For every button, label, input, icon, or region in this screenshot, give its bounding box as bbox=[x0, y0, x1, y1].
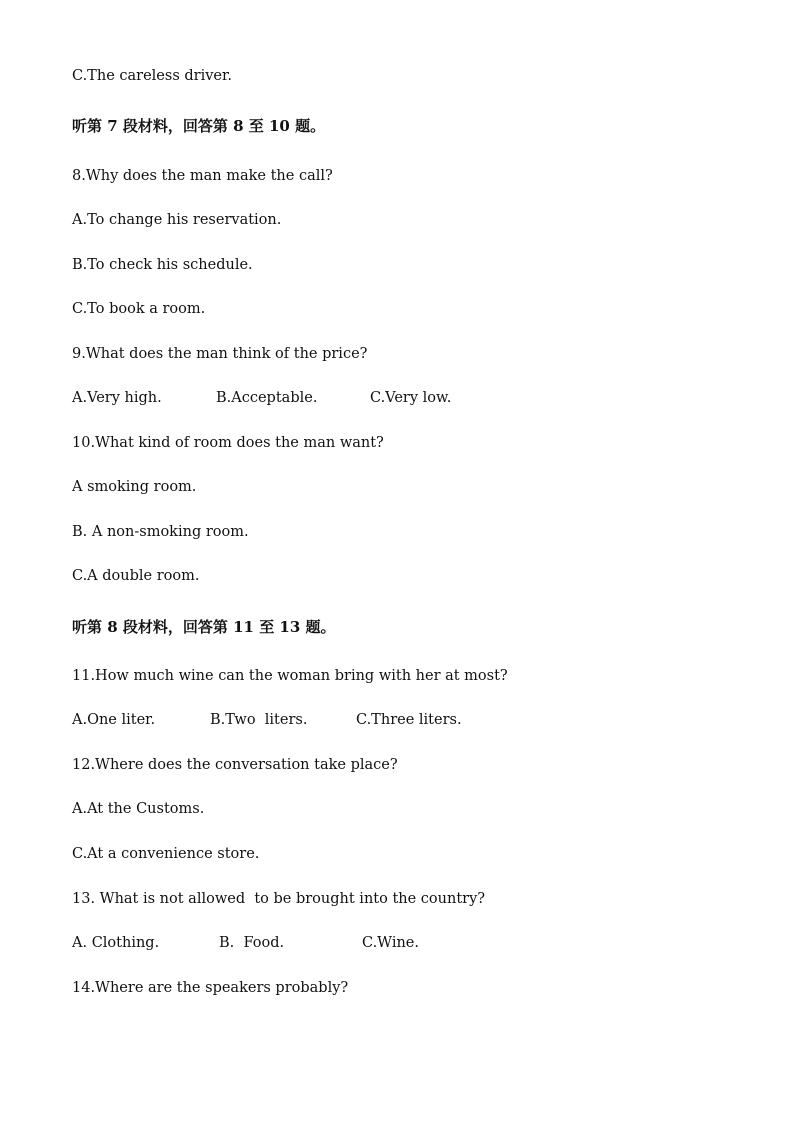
q7-option-c: C.The careless driver. bbox=[72, 68, 232, 84]
q8-option-a: A.To change his reservation. bbox=[72, 212, 282, 228]
question-14: 14.Where are the speakers probably? bbox=[72, 980, 349, 996]
q12-option-c: C.At a convenience store. bbox=[72, 846, 260, 862]
question-10: 10.What kind of room does the man want? bbox=[72, 435, 384, 451]
q11-option-b: B.Two liters. bbox=[210, 712, 308, 728]
q10-option-c: C.A double room. bbox=[72, 568, 200, 584]
q8-option-b: B.To check his schedule. bbox=[72, 257, 253, 273]
question-13: 13. What is not allowed to be brought into the country? bbox=[72, 891, 486, 907]
section-heading-8: 听第 8 段材料，回答第 11 至 13 题。 bbox=[72, 618, 336, 636]
q9-option-c: C.Very low. bbox=[370, 390, 452, 406]
q13-option-c: C.Wine. bbox=[362, 935, 420, 951]
q13-option-b: B. Food. bbox=[219, 935, 285, 951]
q13-option-a: A. Clothing. bbox=[72, 935, 160, 951]
q12-option-a: A.At the Customs. bbox=[72, 801, 205, 817]
question-8: 8.Why does the man make the call? bbox=[72, 168, 333, 184]
q11-option-c: C.Three liters. bbox=[356, 712, 462, 728]
q10-option-b: B. A non-smoking room. bbox=[72, 524, 249, 540]
q8-option-c: C.To book a room. bbox=[72, 301, 206, 317]
q10-option-a: A smoking room. bbox=[72, 479, 197, 495]
section-heading-7: 听第 7 段材料，回答第 8 至 10 题。 bbox=[72, 117, 326, 135]
q11-option-a: A.One liter. bbox=[72, 712, 156, 728]
q9-option-a: A.Very high. bbox=[72, 390, 162, 406]
q9-option-b: B.Acceptable. bbox=[216, 390, 318, 406]
question-9: 9.What does the man think of the price? bbox=[72, 346, 368, 362]
question-11: 11.How much wine can the woman bring with her at most? bbox=[72, 668, 508, 684]
question-12: 12.Where does the conversation take place? bbox=[72, 757, 398, 773]
